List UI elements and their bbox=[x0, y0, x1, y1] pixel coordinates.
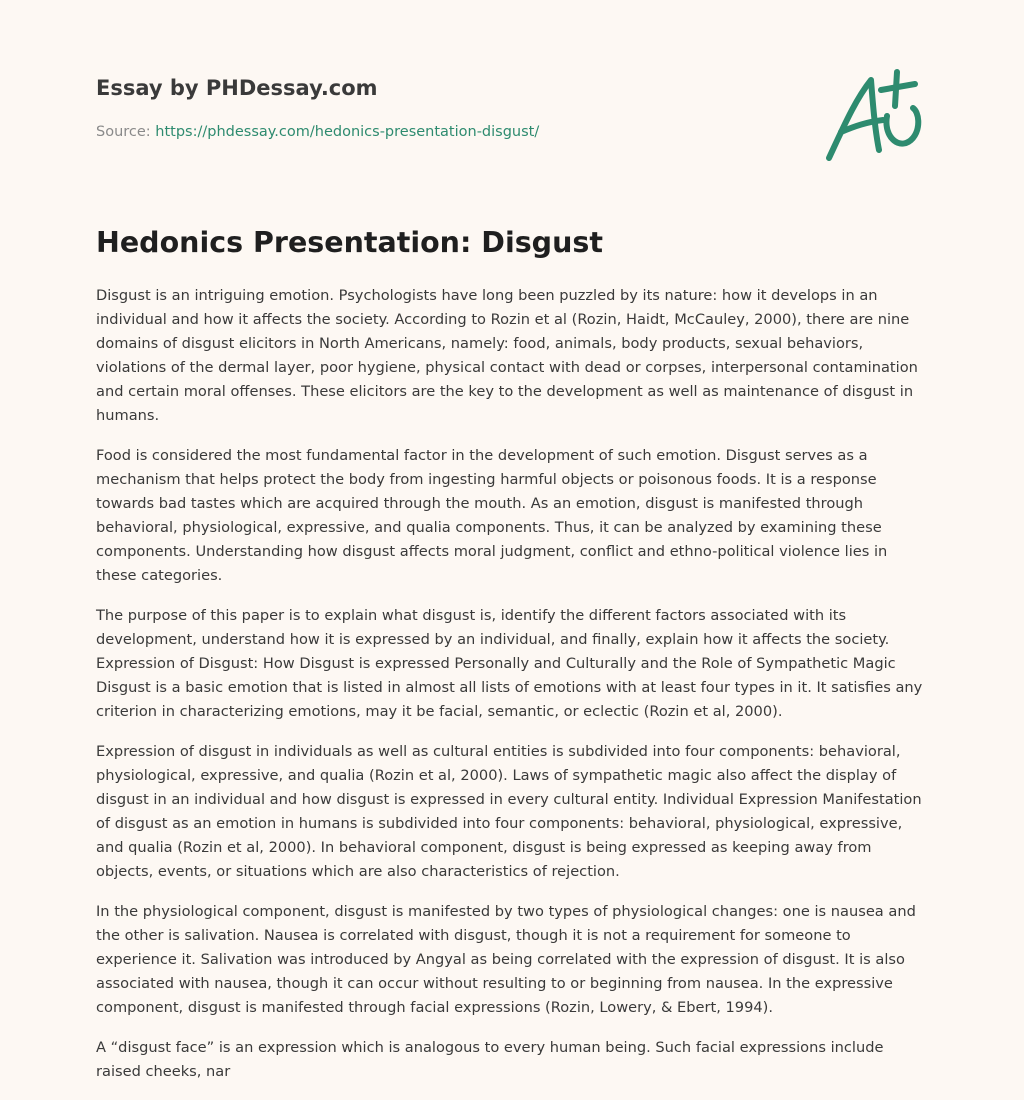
a-plus-grade-icon bbox=[821, 66, 929, 166]
essay-paragraph: In the physiological component, disgust is manifested by two types of physiological changes: one is nausea and the other is salivation. Nausea is correlated with disgust, though it is not a requirement for someone to experience it. Salivation was introduced by Angyal as being correlated with the expression of disgust. It is also associated with nausea, though it can occur without resulting to or beginning from nausea. In the expressive component, disgust is manifested through facial expressions (Rozin, Lowery, & Ebert, 1994). bbox=[96, 903, 916, 1016]
source-label: Source: bbox=[96, 124, 156, 140]
essay-paragraph: Expression of disgust in individuals as well as cultural entities is subdivided into four components: behavioral, physiological, expressive, and qualia (Rozin et al, 2000). Laws of sympathetic magic also affect the display of disgust in an individual and how disgust is expressed in every cultural entity. Individual Expression Manifestation of disgust as an emotion in humans is subdivided into four components: behavioral, physiological, expressive, and qualia (Rozin et al, 2000). In behavioral component, disgust is being expressed as keeping away from objects, events, or situations which are also characteristics of rejection. bbox=[96, 743, 922, 880]
essay-paragraph: Disgust is an intriguing emotion. Psychologists have long been puzzled by its nature: how it develops in an individual and how it affects the society. According to Rozin et al (Rozin, Haidt, McCauley, 2000), there are nine domains of disgust elicitors in North Americans, namely: food, animals, body products, sexual behaviors, violations of the dermal layer, poor hygiene, physical contact with dead or corpses, interpersonal contamination and certain moral offenses. These elicitors are the key to the development as well as maintenance of disgust in humans. bbox=[96, 287, 918, 424]
essay-body bbox=[96, 284, 928, 1100]
essay-paragraph: The purpose of this paper is to explain what disgust is, identify the different factors associated with its development, understand how it is expressed by an individual, and finally, explain how it affects the society. Expression of Disgust: How Disgust is expressed Personally and Culturally and the Role of Sympathetic Magic Disgust is a basic emotion that is listed in almost all lists of emotions with at least four types in it. It satisfies any criterion in characterizing emotions, may it be facial, semantic, or eclectic (Rozin et al, 2000). bbox=[96, 607, 923, 720]
essay-title: Hedonics Presentation: Disgust bbox=[96, 226, 603, 259]
essay-paragraph: A “disgust face” is an expression which is analogous to every human being. Such facial expressions include raised cheeks, nar bbox=[96, 1039, 884, 1080]
site-brand: Essay by PHDessay.com bbox=[96, 76, 378, 100]
essay-paragraph: Food is considered the most fundamental factor in the development of such emotion. Disgust serves as a mechanism that helps protect the body from ingesting harmful objects or poisonous foods. It is a response towards bad tastes which are acquired through the mouth. As an emotion, disgust is manifested through behavioral, physiological, expressive, and qualia components. Thus, it can be analyzed by examining these components. Understanding how disgust affects moral judgment, conflict and ethno-political violence lies in these categories. bbox=[96, 447, 888, 584]
source-link[interactable]: https://phdessay.com/hedonics-presentation-disgust/ bbox=[155, 124, 540, 140]
source-line bbox=[96, 124, 539, 140]
